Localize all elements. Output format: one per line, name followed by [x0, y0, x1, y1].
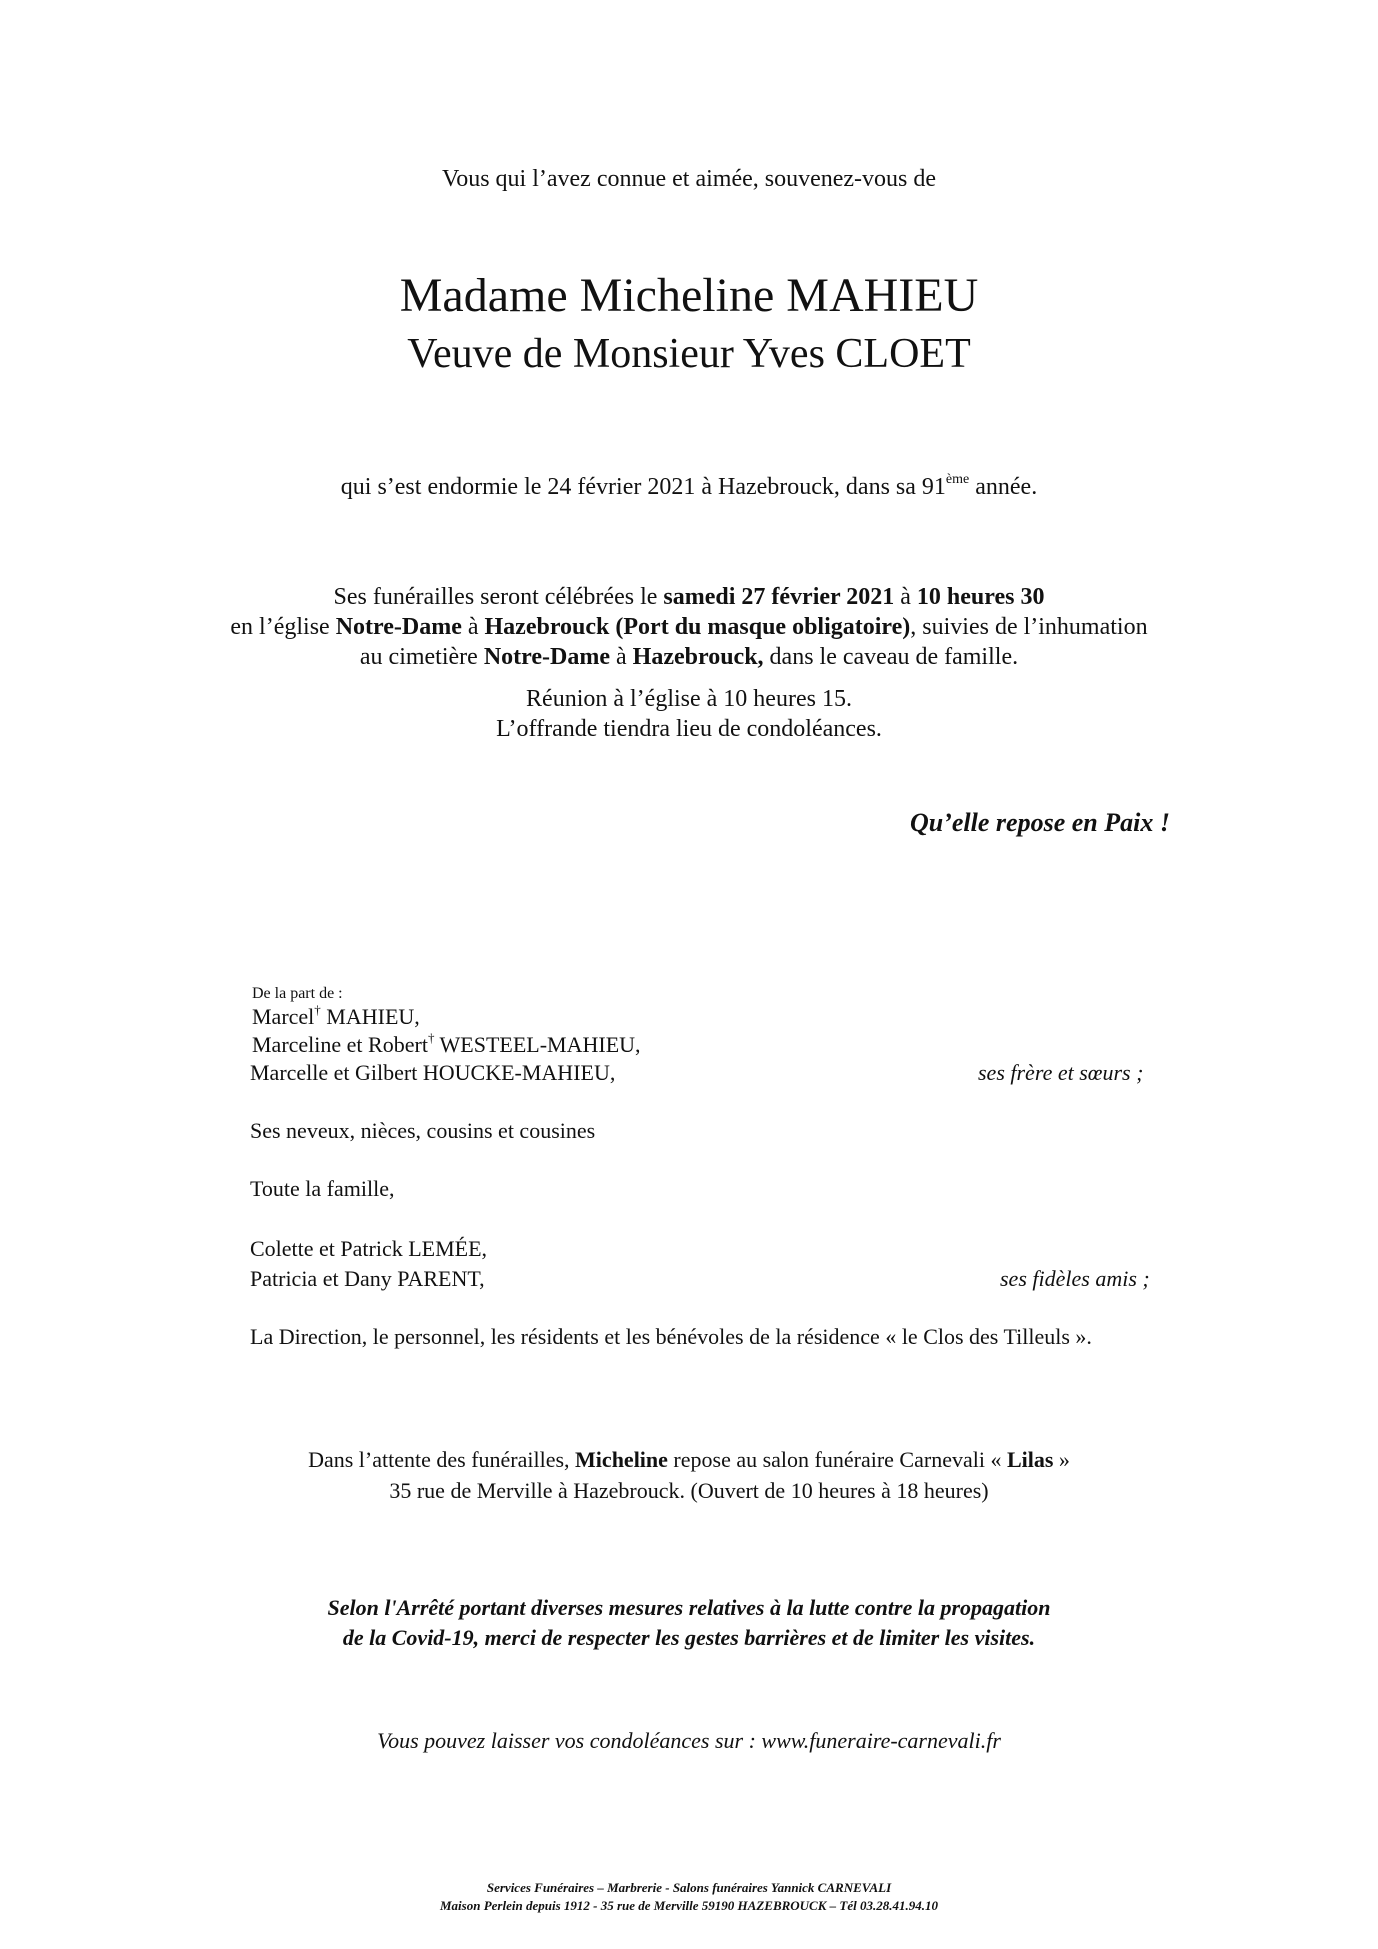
intro-text: Vous qui l’avez connue et aimée, souvenez-vous de: [441, 166, 937, 192]
residence-line: La Direction, le personnel, les résidents et les bénévoles de la résidence « le Clos des Tilleuls ».: [250, 1324, 1092, 1349]
footer-line-2: Maison Perlein depuis 1912 - 35 rue de Merville 59190 HAZEBROUCK – Tél 03.28.41.94.10: [440, 1898, 938, 1913]
cross-icon: †: [427, 1030, 435, 1045]
death-announcement: qui s’est endormie le 24 février 2021 à Hazebrouck, dans sa 91ème année.: [340, 472, 1038, 500]
family-line-marcel: Marcel† MAHIEU,: [252, 1002, 420, 1029]
widow-line: Veuve de Monsieur Yves CLOET: [407, 331, 971, 377]
cross-icon: †: [314, 1002, 321, 1017]
deceased-name: Madame Micheline MAHIEU: [399, 269, 979, 322]
whole-family-line: Toute la famille,: [250, 1176, 395, 1201]
siblings-relation: ses frère et sœurs ;: [978, 1060, 1144, 1085]
family-line-marceline: Marceline et Robert† WESTEEL-MAHIEU,: [252, 1030, 641, 1057]
covid-line-1: Selon l'Arrêté portant diverses mesures relatives à la lutte contre la propagation: [327, 1595, 1051, 1620]
condolences-line: Vous pouvez laisser vos condoléances sur : www.funeraire-carnevali.fr: [377, 1728, 1001, 1753]
meeting-time: Réunion à l’église à 10 heures 15.: [526, 686, 852, 712]
friend-line-1: Colette et Patrick LEMÉE,: [250, 1236, 488, 1261]
friend-line-2: Patricia et Dany PARENT,: [250, 1266, 485, 1291]
offering-note: L’offrande tiendra lieu de condoléances.: [496, 716, 882, 742]
viewing-line-1: Dans l’attente des funérailles, Micheline repose au salon funéraire Carnevali « Lilas »: [308, 1447, 1070, 1472]
nephews-line: Ses neveux, nièces, cousins et cousines: [250, 1118, 596, 1143]
from-label: De la part de :: [252, 985, 343, 1002]
funeral-line-3: au cimetière Notre-Dame à Hazebrouck, dans le caveau de famille.: [359, 644, 1019, 670]
covid-line-2: de la Covid-19, merci de respecter les gestes barrières et de limiter les visites.: [342, 1625, 1036, 1650]
prayer-text: Qu’elle repose en Paix !: [910, 808, 1170, 837]
funeral-line-1: Ses funérailles seront célébrées le samedi 27 février 2021 à 10 heures 30: [333, 584, 1045, 610]
funeral-line-2: en l’église Notre-Dame à Hazebrouck (Port du masque obligatoire), suivies de l’inhumation: [230, 614, 1148, 640]
friends-relation: ses fidèles amis ;: [1000, 1266, 1150, 1291]
family-line-marcelle: Marcelle et Gilbert HOUCKE-MAHIEU,: [250, 1060, 616, 1085]
viewing-line-2: 35 rue de Merville à Hazebrouck. (Ouvert de 10 heures à 18 heures): [389, 1478, 989, 1503]
footer-line-1: Services Funéraires – Marbrerie - Salons funéraires Yannick CARNEVALI: [486, 1880, 892, 1895]
